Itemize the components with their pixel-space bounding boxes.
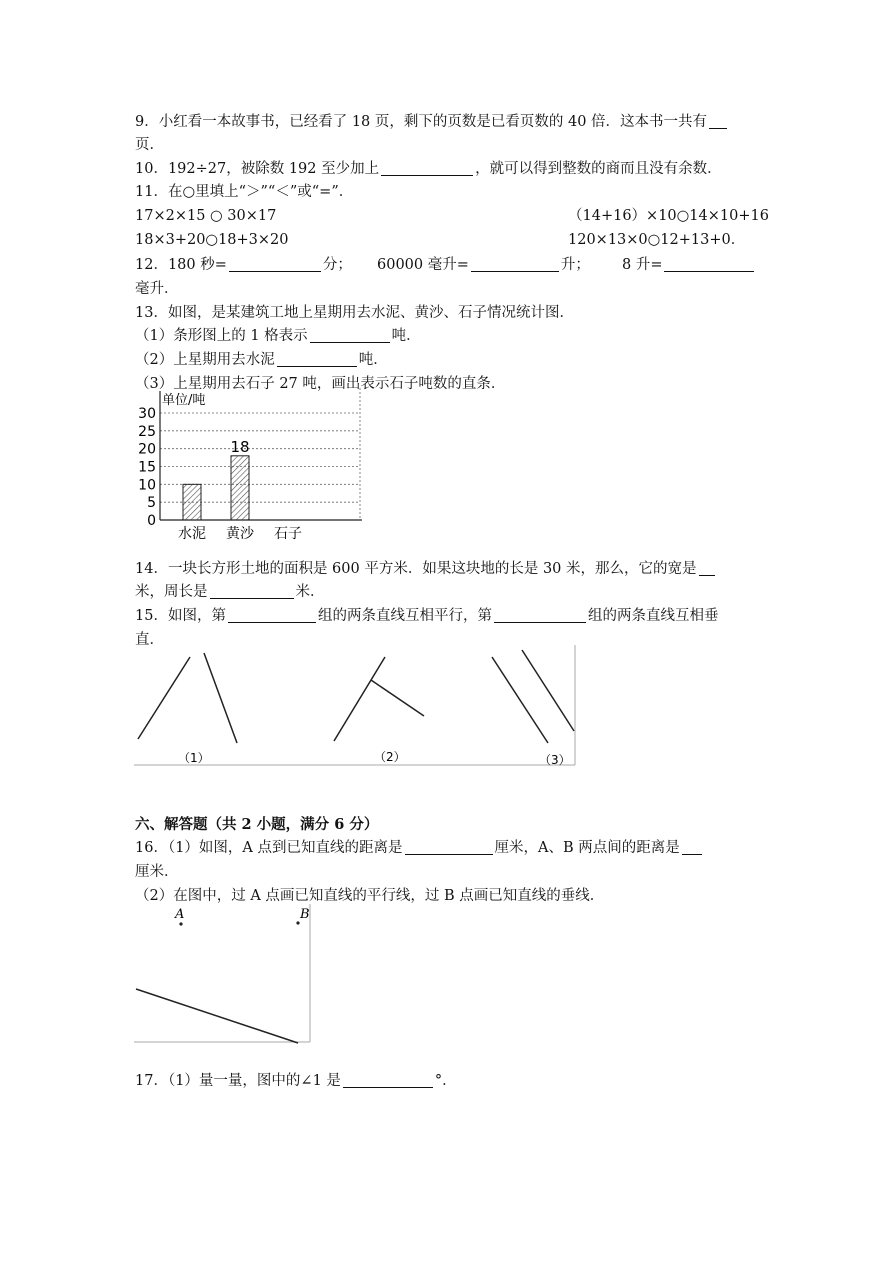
q16-line2: 厘米． — [135, 864, 179, 880]
q16-blank-distance[interactable] — [405, 840, 493, 855]
category-label-水泥: 水泥 — [178, 526, 206, 542]
point-b-label: B — [300, 907, 310, 922]
q14-blank-perimeter[interactable] — [210, 584, 294, 599]
q11-expr-3: 18×3+20○18+3×20 — [135, 232, 289, 248]
q15-blank-parallel[interactable] — [228, 608, 316, 623]
q10-blank[interactable] — [381, 161, 473, 176]
group3-line-b — [522, 650, 574, 731]
q12-blank-b[interactable] — [471, 257, 559, 272]
y-tick-20: 20 — [138, 441, 156, 458]
group2-line-b — [371, 680, 424, 716]
q15-line2: 直． — [135, 632, 164, 648]
group1-line-b — [204, 653, 237, 743]
point-b — [296, 921, 299, 924]
y-axis-label: 单位/吨 — [162, 393, 206, 408]
group2-line-a — [334, 657, 385, 741]
q12-line2: 毫升． — [135, 281, 179, 297]
q12-blank-a[interactable] — [229, 257, 321, 272]
q9-line2: 页． — [135, 137, 164, 153]
q12-part-b: 60000 毫升= 升； — [377, 257, 590, 273]
q12-line1: 12．180 秒= 分； — [135, 257, 352, 273]
y-tick-10: 10 — [138, 477, 156, 494]
q13-part2: （2）上星期用去水泥 吨． — [135, 352, 388, 368]
q17-line: 17．（1）量一量，图中的∠1 是 °． — [135, 1073, 457, 1089]
bar-黄沙 — [231, 456, 249, 520]
q12-blank-c[interactable] — [664, 257, 754, 272]
construction-materials-bar-chart — [130, 388, 370, 543]
q14-blank-width[interactable] — [699, 561, 715, 576]
group1-line-a — [138, 657, 190, 739]
q11-expr-2: （14+16）×10○14×10+16 — [568, 208, 769, 224]
q12-part-c: 8 升= — [622, 255, 756, 275]
y-tick-30: 30 — [138, 406, 156, 422]
q13-part3: （3）上星期用去石子 27 吨，画出表示石子吨数的直条． — [135, 376, 506, 392]
q13-blank-1[interactable] — [310, 328, 390, 343]
group1-label: （1） — [178, 751, 210, 765]
q15-line1: 15．如图，第 组的两条直线互相平行，第 组的两条直线互相垂 — [135, 608, 719, 624]
q14-line1: 14．一块长方形土地的面积是 600 平方米．如果这块地的长是 30 米，那么，它的宽是 — [135, 559, 717, 579]
q10-line: 10．192÷27，被除数 192 至少加上 ，就可以得到整数的商而且没有余数． — [135, 161, 722, 177]
q17-blank[interactable] — [343, 1073, 433, 1088]
group3-label: （3） — [539, 753, 571, 767]
points-and-line-figure — [134, 904, 314, 1046]
q13-title: 13．如图，是某建筑工地上星期用去水泥、黄沙、石子情况统计图． — [135, 305, 574, 321]
category-label-黄沙: 黄沙 — [226, 526, 254, 542]
q9-line1: 9．小红看一本故事书，已经看了 18 页，剩下的页数是已看页数的 40 倍．这本书一共有 — [135, 112, 729, 132]
y-tick-5: 5 — [147, 495, 156, 512]
group3-line-a — [492, 657, 548, 743]
line-pairs-figure — [134, 645, 578, 770]
q13-part1: （1）条形图上的 1 格表示 吨． — [135, 328, 421, 344]
y-tick-0: 0 — [147, 513, 156, 529]
point-a-label: A — [175, 907, 185, 922]
point-a — [179, 922, 182, 925]
category-label-石子: 石子 — [274, 526, 302, 542]
q16-line1: 16．（1）如图，A 点到已知直线的距离是 厘米，A、B 两点间的距离是 — [135, 838, 704, 858]
q11-expr-4: 120×13×0○12+13+0． — [568, 232, 746, 248]
section6-title: 六、解答题（共 2 小题，满分 6 分） — [135, 816, 379, 833]
q14-line2: 米，周长是 米． — [135, 584, 325, 600]
given-line — [136, 989, 298, 1043]
y-tick-15: 15 — [138, 459, 156, 476]
bar-水泥 — [183, 484, 201, 520]
q16-blank-ab[interactable] — [682, 840, 702, 855]
q13-blank-2[interactable] — [277, 352, 357, 367]
q9-blank[interactable] — [709, 114, 727, 129]
q11-expr-1: 17×2×15 ○ 30×17 — [135, 208, 277, 224]
q11-title: 11．在○里填上“＞”“＜”或“=”． — [135, 184, 354, 200]
data-label-黄沙: 18 — [230, 437, 250, 456]
y-tick-25: 25 — [138, 423, 156, 440]
q15-blank-perpendicular[interactable] — [494, 608, 586, 623]
q16-part2: （2）在图中，过 A 点画已知直线的平行线，过 B 点画已知直线的垂线． — [135, 888, 605, 904]
group2-label: （2） — [374, 750, 406, 764]
